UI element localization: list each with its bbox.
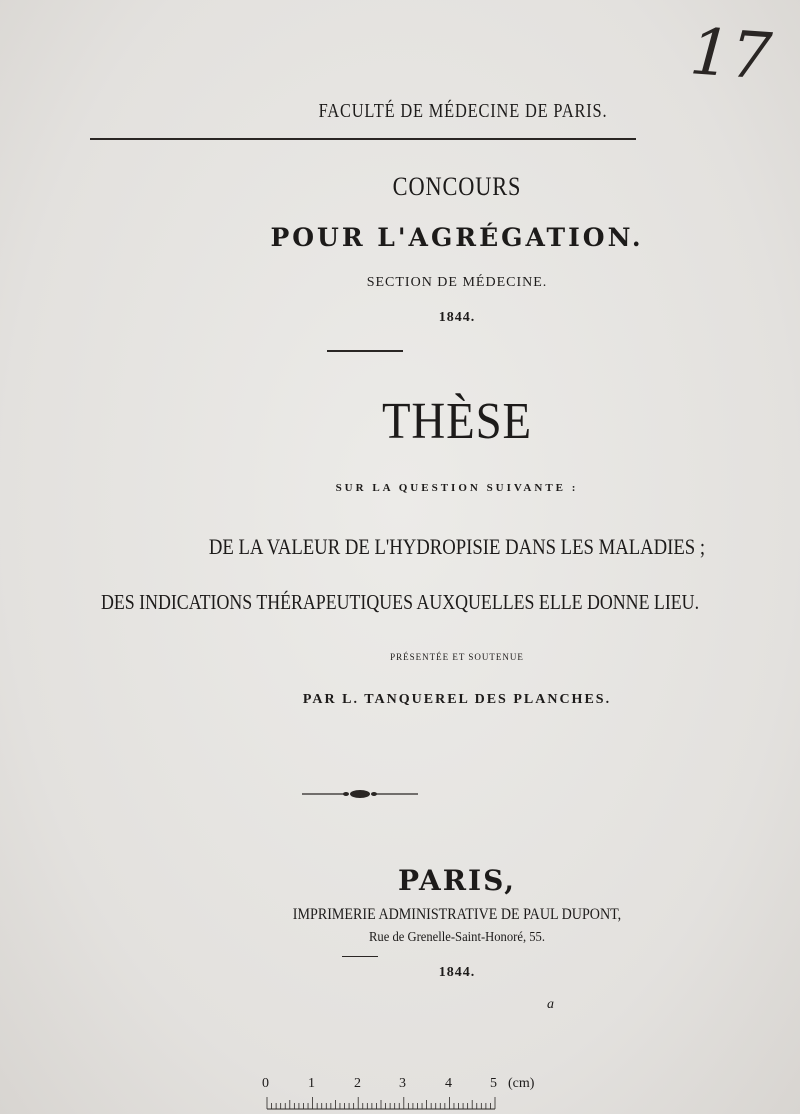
faculty-heading: FACULTÉ DE MÉDECINE DE PARIS.	[318, 100, 608, 122]
author-line: PAR L. TANQUEREL DES PLANCHES.	[302, 692, 612, 707]
thesis-title-line-2: DES INDICATIONS THÉRAPEUTIQUES AUXQUELLES ELLE DONNE LIEU.	[100, 590, 700, 614]
short-rule	[327, 350, 403, 352]
scale-tick-label: 5	[490, 1076, 497, 1091]
section-label: SECTION DE MÉDECINE.	[366, 275, 548, 290]
handwritten-page-number: 17	[687, 15, 774, 95]
address-line: Rue de Grenelle-Saint-Honoré, 55.	[368, 930, 546, 945]
year-bottom: 1844.	[438, 965, 476, 980]
presentee-label: PRÉSENTÉE ET SOUTENUE	[390, 652, 524, 662]
margin-note: a	[547, 997, 554, 1012]
scale-tick-label: 4	[445, 1076, 452, 1091]
concours-heading: CONCOURS	[392, 172, 522, 201]
thesis-title-line-1: DE LA VALEUR DE L'HYDROPISIE DANS LES MALADIES ;	[208, 534, 706, 559]
scale-tick-label: 1	[308, 1076, 315, 1091]
city-heading: PARIS,	[397, 864, 517, 897]
agregation-heading: POUR L'AGRÉGATION.	[270, 223, 644, 252]
these-title: THÈSE	[381, 393, 533, 450]
scale-tick-label: 2	[354, 1076, 361, 1091]
scale-unit-label: (cm)	[508, 1076, 535, 1091]
tiny-rule	[342, 956, 378, 957]
year-label: 1844.	[438, 310, 476, 325]
printer-line: IMPRIMERIE ADMINISTRATIVE DE PAUL DUPONT,	[292, 906, 622, 923]
scale-tick-label: 3	[399, 1076, 406, 1091]
question-label: SUR LA QUESTION SUIVANTE :	[335, 482, 579, 494]
scale-bar	[262, 1076, 552, 1112]
scale-tick-label: 0	[262, 1076, 269, 1091]
ornament-divider	[300, 788, 420, 800]
top-rule	[90, 138, 636, 140]
ruler-ticks	[266, 1096, 498, 1110]
